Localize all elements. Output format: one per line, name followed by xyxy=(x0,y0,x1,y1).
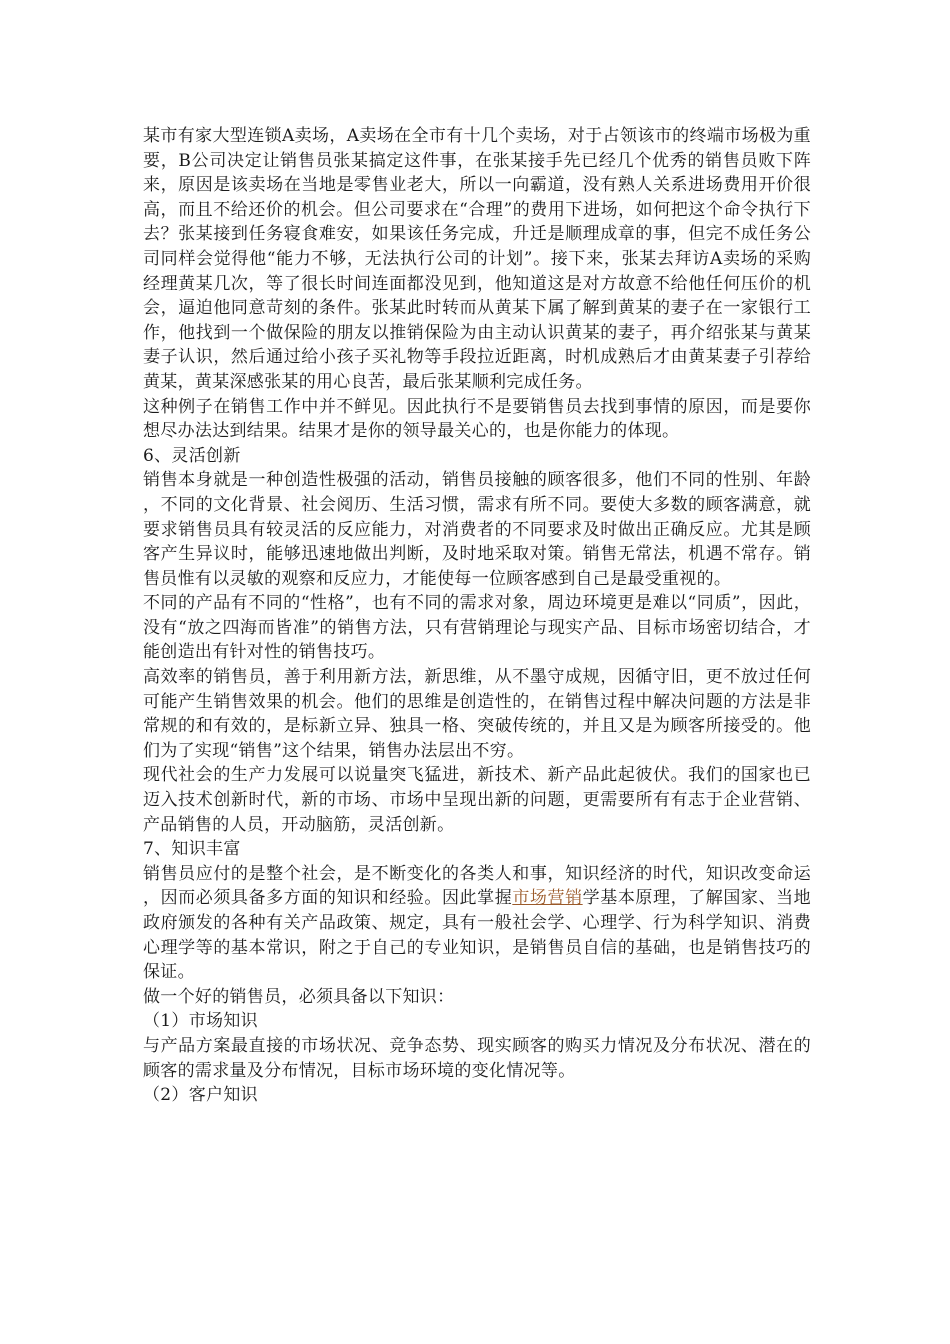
paragraph-knowledge-intro-end: 学基本原理，了解国家、当地政府颁发的各种有关产品政策、规定，具有一般社会学、心理学、行为科学知识、消费心理学等的基本常识，附之于自己的专业知识，是销售员自信的基础，也是销售技巧的保证。 xyxy=(143,888,811,983)
section-heading-flexible-innovation: 6、灵活创新 xyxy=(143,445,241,466)
paragraph-knowledge-intro-start: 销售员应付的是整个社会，是不断变化的各类人和事，知识经济的时代，知识改变命运，因而必须具备多方面的知识和经验。因此掌握 xyxy=(143,863,811,909)
paragraph-case-story: 某市有家大型连锁A卖场，A卖场在全市有十几个卖场，对于占领该市的终端市场极为重要，B公司决定让销售员张某搞定这件事，在张某接手先已经几个优秀的销售员败下阵来，原因是该卖场在当地是零售业老大，所以一向霸道，没有熟人关系进场费用开价很高，而且不给还价的机会。但公司要求在“合理”的费用下进场，如何把这个命令执行下去？张某接到任务寝食难安，如果该任务完成，升迁是顺理成章的事，但完不成任务公司同样会觉得他“能力不够，无法执行公司的计划”。接下来，张某去拜访A卖场的采购经理黄某几次，等了很长时间连面都没见到，他知道这是对方故意不给他任何压价的机会，逼迫他同意苛刻的条件。张某此时转而从黄某下属了解到黄某的妻子在一家银行工作，他找到一个做保险的朋友以推销保险为由主动认识黄某的妻子，再介绍张某与黄某妻子认识，然后通过给小孩子买礼物等手段拉近距离，时机成熟后才由黄某妻子引荐给黄某，黄某深感张某的用心良苦，最后张某顺利完成任务。 xyxy=(143,126,811,392)
paragraph-required-knowledge: 做一个好的销售员，必须具备以下知识： xyxy=(143,986,455,1007)
paragraph-market-knowledge: 与产品方案最直接的市场状况、竞争态势、现实顾客的购买力情况及分布状况、潜在的顾客的需求量及分布情况，目标市场环境的变化情况等。 xyxy=(143,1035,811,1081)
paragraph-execution-conclusion: 这种例子在销售工作中并不鲜见。因此执行不是要销售员去找到事情的原因，而是要你想尽办法达到结果。结果才是你的领导最关心的，也是你能力的体现。 xyxy=(143,396,811,442)
paragraph-knowledge-intro xyxy=(143,862,811,985)
document-body xyxy=(143,124,811,1108)
subheading-customer-knowledge: （2）客户知识 xyxy=(143,1085,258,1106)
paragraph-creative-activity: 销售本身就是一种创造性极强的活动，销售员接触的顾客很多，他们不同的性别、年龄，不同的文化背景、社会阅历、生活习惯，需求有所不同。要使大多数的顾客满意，就要求销售员具有较灵活的反应能力，对消费者的不同要求及时做出正确反应。尤其是顾客产生异议时，能够迅速地做出判断，及时地采取对策。销售无常法，机遇不常存。销售员惟有以灵敏的观察和反应力，才能使每一位顾客感到自己是最受重视的。 xyxy=(143,470,811,589)
marketing-link[interactable]: 市场营销 xyxy=(512,888,583,909)
paragraph-efficient-salesperson: 高效率的销售员，善于利用新方法，新思维，从不墨守成规，因循守旧，更不放过任何可能产生销售效果的机会。他们的思维是创造性的，在销售过程中解决问题的方法是非常规的和有效的，是标新立异、独具一格、突破传统的，并且又是为顾客所接受的。他们为了实现“销售”这个结果，销售办法层出不穷。 xyxy=(143,667,811,761)
paragraph-modern-society: 现代社会的生产力发展可以说量突飞猛进，新技术、新产品此起彼伏。我们的国家也已迈入技术创新时代，新的市场、市场中呈现出新的问题，更需要所有有志于企业营销、产品销售的人员，开动脑筋，灵活创新。 xyxy=(143,765,811,835)
section-heading-rich-knowledge: 7、知识丰富 xyxy=(143,839,241,860)
subheading-market-knowledge: （1）市场知识 xyxy=(143,1011,258,1032)
paragraph-product-character: 不同的产品有不同的“性格”，也有不同的需求对象，周边环境更是难以“同质”，因此，没有“放之四海而皆准”的销售方法，只有营销理论与现实产品、目标市场密切结合，才能创造出有针对性的销售技巧。 xyxy=(143,593,811,663)
